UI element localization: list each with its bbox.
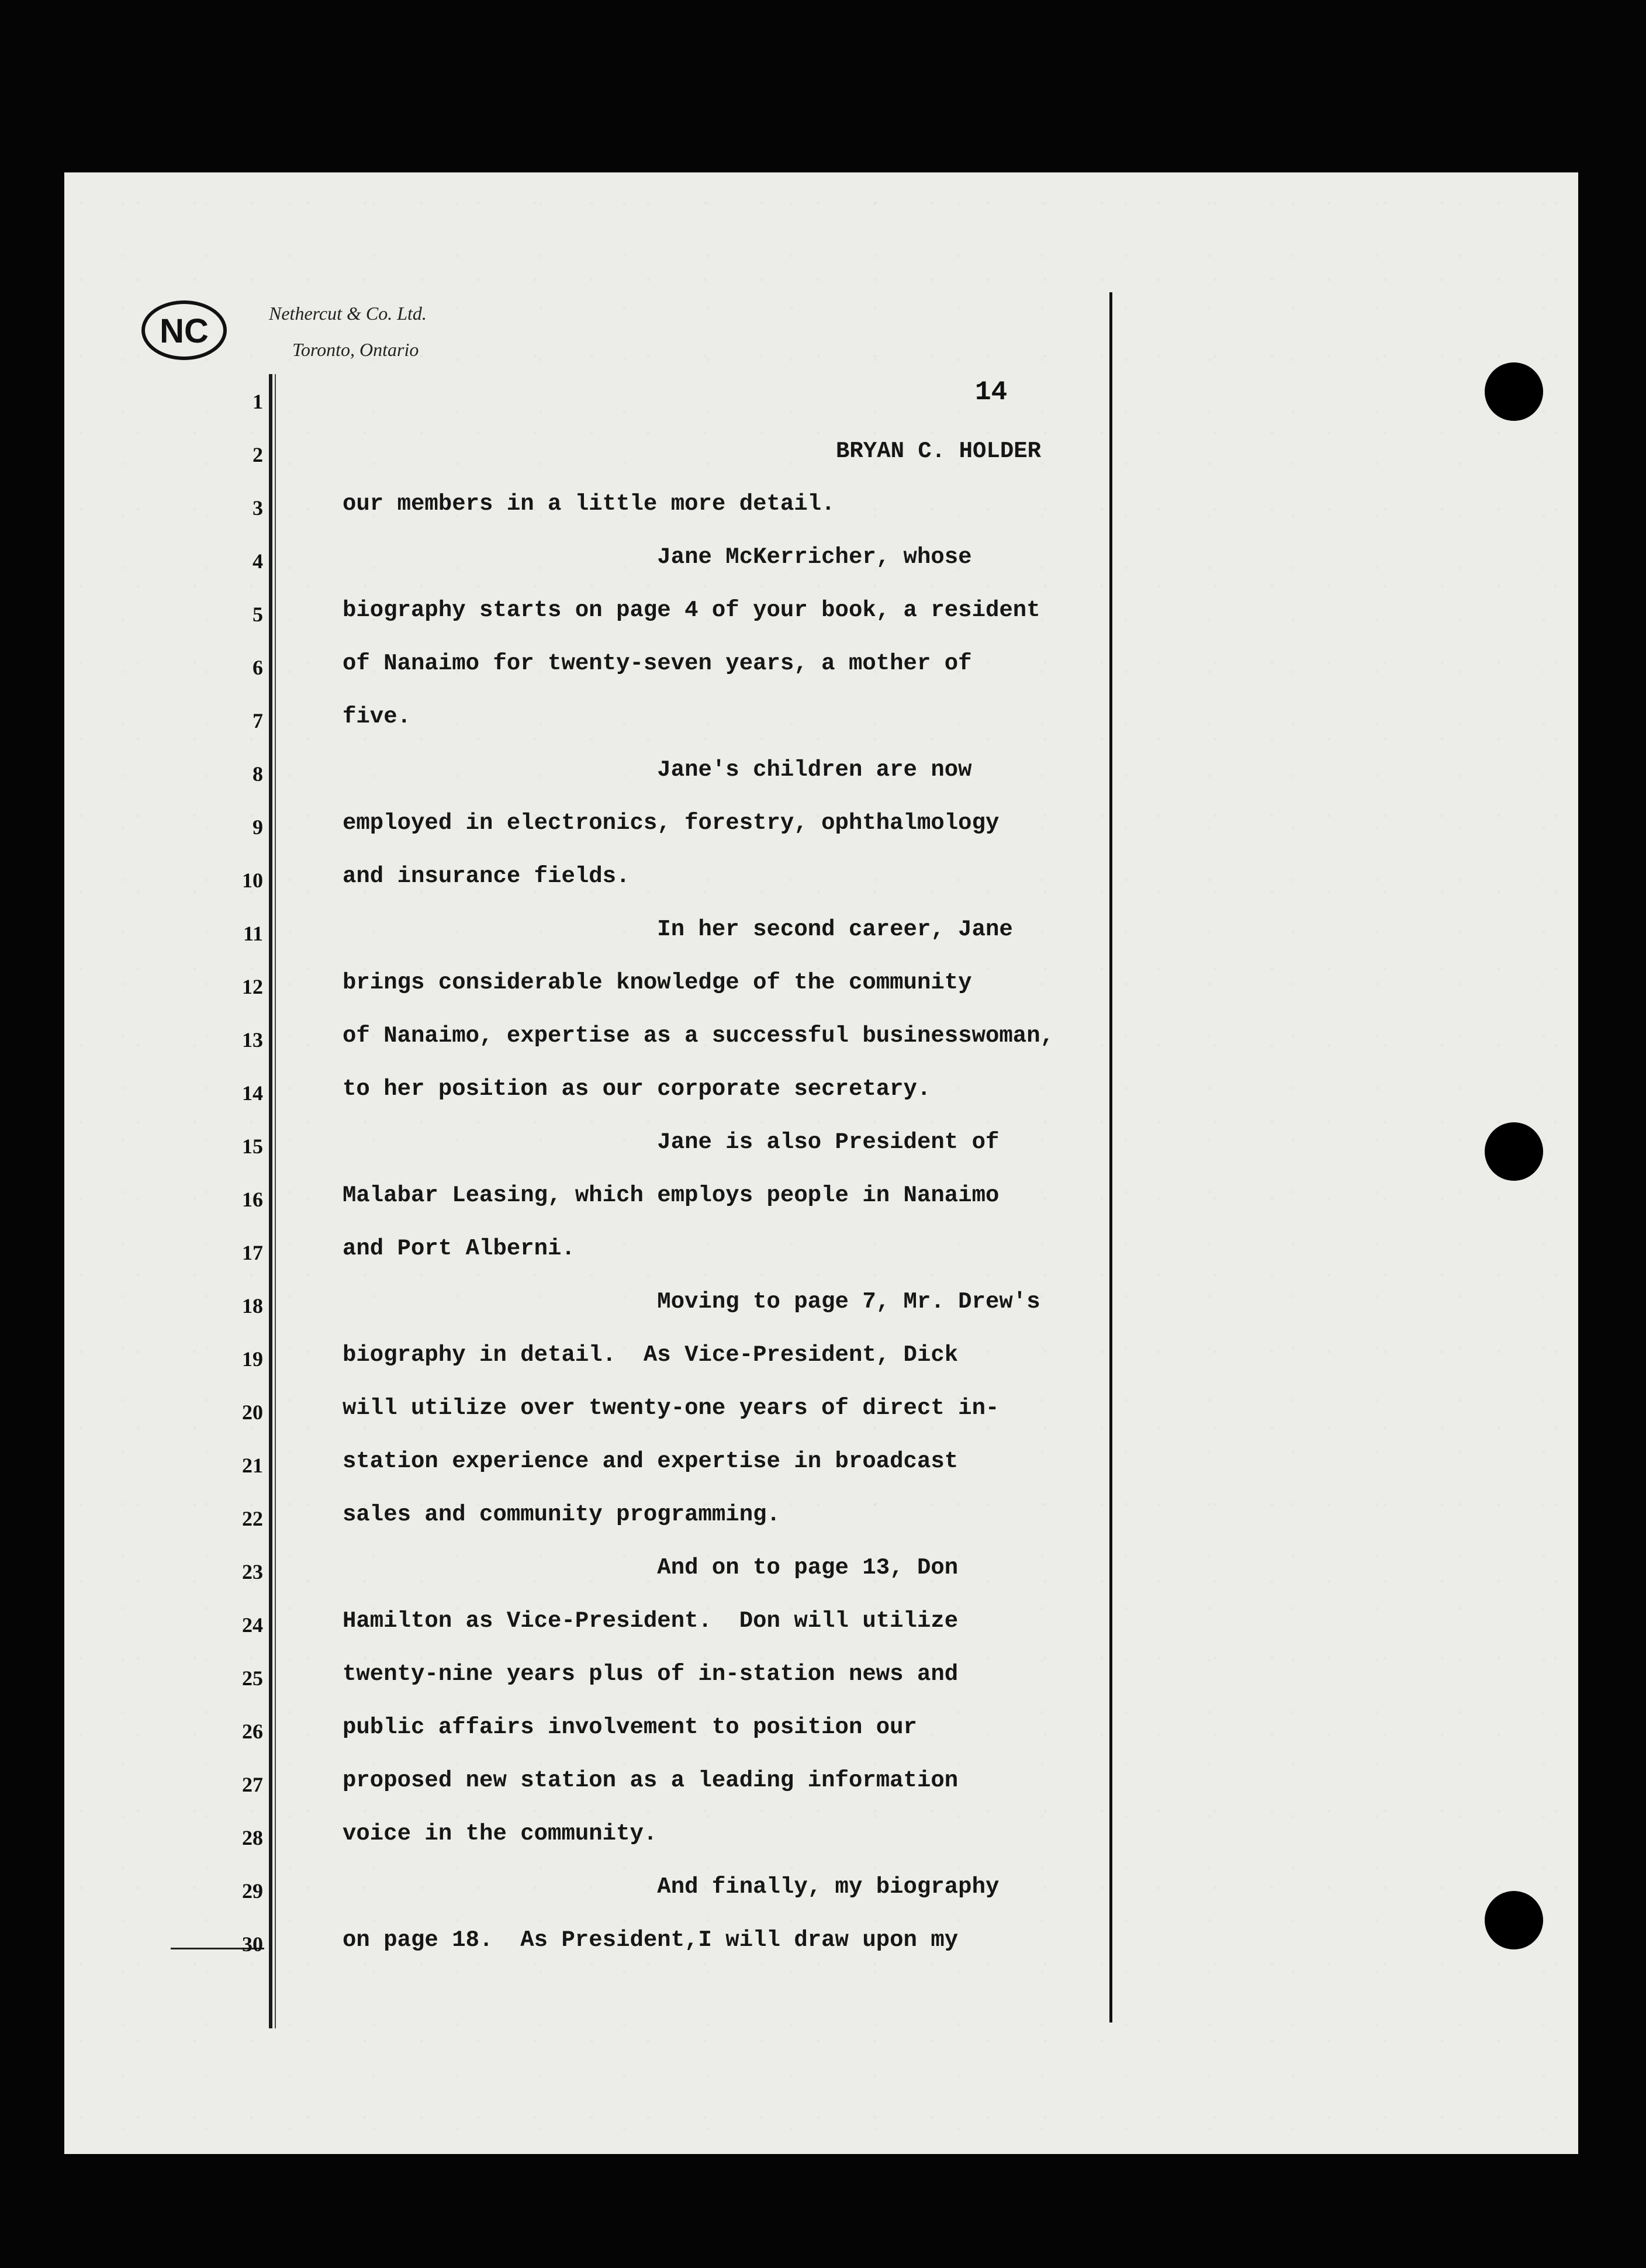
line-number: 19 [242,1347,263,1371]
line-text: brings considerable knowledge of the community [343,970,972,995]
line-number: 20 [242,1401,263,1424]
line-text: Hamilton as Vice-President. Don will utilize [343,1608,959,1634]
line-number: 2 [253,443,263,466]
line-text: of Nanaimo for twenty-seven years, a mother of [343,651,972,676]
line-text: public affairs involvement to position our [343,1714,917,1740]
firm-imprint [269,295,427,368]
line-number: 28 [242,1826,263,1849]
line-number: 25 [242,1667,263,1690]
line-text: twenty-nine years plus of in-station news and [343,1661,959,1687]
line-text: will utilize over twenty-one years of direct in- [343,1395,1000,1421]
line-text: biography starts on page 4 of your book, a resident [343,597,1040,623]
line-number: 23 [242,1560,263,1584]
line-number: 16 [242,1188,263,1211]
firm-logo [140,298,228,362]
punch-hole-top [1485,362,1543,421]
line-text: sales and community programming. [343,1502,780,1527]
line-text: voice in the community. [343,1821,658,1847]
line-text: our members in a little more detail. [343,491,835,517]
line-number: 13 [242,1028,263,1052]
line-text: Jane is also President of [343,1129,1000,1155]
punch-hole-bottom [1485,1891,1543,1949]
line-number: 7 [253,709,263,732]
line-number: 21 [242,1454,263,1477]
line-text: employed in electronics, forestry, ophthalmology [343,810,1000,836]
line-text: In her second career, Jane [343,917,1013,942]
line-text: Malabar Leasing, which employs people in Nanaimo [343,1183,1000,1208]
line-number: 22 [242,1507,263,1530]
speaker-name: BRYAN C. HOLDER [836,438,1042,464]
transcript-page [64,172,1578,2154]
line-text: station experience and expertise in broadcast [343,1448,959,1474]
line-text: to her position as our corporate secretary. [343,1076,931,1102]
line-number: 4 [253,549,263,573]
punch-hole-middle [1485,1122,1543,1181]
line-number: 18 [242,1294,263,1318]
line-number: 9 [253,815,263,839]
line-number: 17 [242,1241,263,1264]
line-text: proposed new station as a leading information [343,1768,959,1793]
line-text: And finally, my biography [343,1874,1000,1900]
firm-name: Nethercut & Co. Ltd. [269,303,427,324]
page-number: 14 [975,377,1008,407]
line-number: 5 [253,603,263,626]
line-number: 14 [242,1081,263,1105]
line-text: Jane's children are now [343,757,972,783]
line-number: 3 [253,496,263,520]
line-number: 10 [242,869,263,892]
line-number: 6 [253,656,263,679]
line-text: And on to page 13, Don [343,1555,959,1581]
line-number: 8 [253,762,263,786]
line-text: five. [343,704,412,730]
line-number: 30 [242,1932,263,1956]
line-number: 27 [242,1773,263,1796]
line-number: 29 [242,1879,263,1903]
line-number: 26 [242,1720,263,1743]
line-text: of Nanaimo, expertise as a successful businesswoman, [343,1023,1054,1049]
right-margin-rule [1109,292,1112,2022]
line-number: 1 [253,390,263,413]
line-text: Jane McKerricher, whose [343,544,972,570]
line-text: and Port Alberni. [343,1236,575,1261]
line-number: 24 [242,1613,263,1637]
left-margin-rule [269,374,272,2028]
line-text: on page 18. As President,I will draw upon my [343,1927,959,1953]
line-number: 12 [242,975,263,998]
line-text: and insurance fields. [343,863,630,889]
line-number: 11 [243,922,263,945]
firm-logo-text: NC [160,312,209,350]
line-text: Moving to page 7, Mr. Drew's [343,1289,1040,1315]
left-margin-rule-inner [275,374,276,2028]
line-number: 15 [242,1135,263,1158]
line-text: biography in detail. As Vice-President, Dick [343,1342,959,1368]
firm-city: Toronto, Ontario [292,339,419,360]
